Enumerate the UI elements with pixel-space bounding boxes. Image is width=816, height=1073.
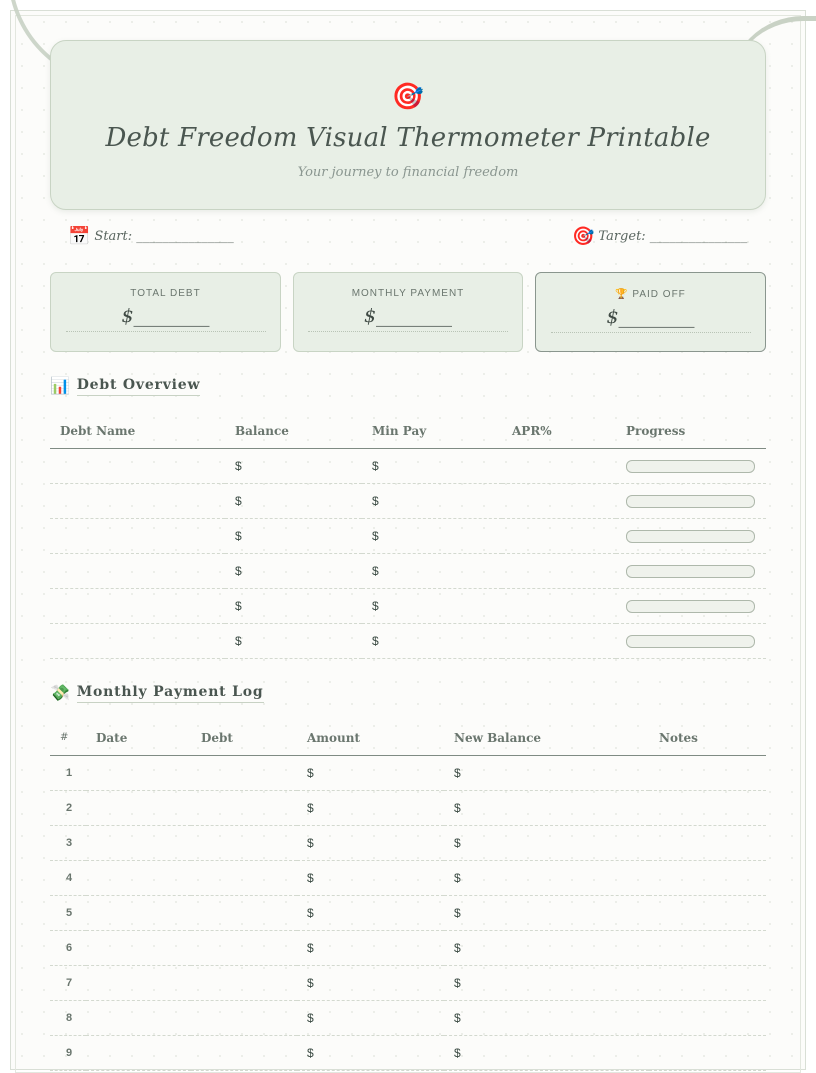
target-date-label: Target: _______________: [598, 229, 748, 244]
progress-cell: [616, 484, 766, 519]
progress-bar: [626, 495, 755, 508]
new-balance-cell[interactable]: $: [444, 791, 649, 826]
row-number: 6: [50, 931, 86, 966]
min-pay-cell[interactable]: $: [362, 449, 502, 484]
column-header: New Balance: [444, 720, 649, 756]
start-date-label: Start: _______________: [94, 229, 234, 244]
column-header: #: [50, 720, 86, 756]
table-row: [50, 519, 766, 554]
calendar-icon: 📅: [68, 226, 91, 247]
date-cell[interactable]: [86, 826, 191, 861]
amount-cell[interactable]: $: [297, 1001, 444, 1036]
row-number: 3: [50, 826, 86, 861]
header-card: [50, 40, 766, 210]
debt-cell[interactable]: [191, 896, 297, 931]
min-pay-cell[interactable]: $: [362, 589, 502, 624]
amount-cell[interactable]: $: [297, 826, 444, 861]
table-row: [50, 966, 766, 1001]
start-date-field[interactable]: [68, 226, 234, 247]
table-row: [50, 624, 766, 659]
row-number: 5: [50, 896, 86, 931]
debt-cell[interactable]: [191, 756, 297, 791]
date-cell[interactable]: [86, 931, 191, 966]
debt-name-cell[interactable]: [50, 589, 225, 624]
balance-cell[interactable]: $: [225, 624, 362, 659]
table-row: [50, 449, 766, 484]
debt-cell[interactable]: [191, 861, 297, 896]
amount-cell[interactable]: $: [297, 791, 444, 826]
column-header: Progress: [616, 413, 766, 449]
table-row: [50, 791, 766, 826]
amount-cell[interactable]: $: [297, 1036, 444, 1071]
notes-cell[interactable]: [649, 756, 766, 791]
min-pay-cell[interactable]: $: [362, 519, 502, 554]
balance-cell[interactable]: $: [225, 449, 362, 484]
debt-name-cell[interactable]: [50, 484, 225, 519]
paid-off-label-row: [536, 289, 765, 300]
min-pay-cell[interactable]: $: [362, 554, 502, 589]
apr-cell[interactable]: [502, 484, 616, 519]
date-cell[interactable]: [86, 756, 191, 791]
amount-cell[interactable]: $: [297, 931, 444, 966]
notes-cell[interactable]: [649, 966, 766, 1001]
total-debt-value[interactable]: $________: [66, 305, 266, 332]
table-row: [50, 861, 766, 896]
debt-cell[interactable]: [191, 1001, 297, 1036]
table-header-row: [50, 720, 766, 756]
progress-bar: [626, 460, 755, 473]
progress-bar: [626, 565, 755, 578]
progress-cell: [616, 589, 766, 624]
column-header: Debt: [191, 720, 297, 756]
new-balance-cell[interactable]: $: [444, 861, 649, 896]
amount-cell[interactable]: $: [297, 861, 444, 896]
row-number: 8: [50, 1001, 86, 1036]
notes-cell[interactable]: [649, 1001, 766, 1036]
target-date-field[interactable]: [572, 226, 747, 247]
date-cell[interactable]: [86, 896, 191, 931]
debt-cell[interactable]: [191, 1036, 297, 1071]
apr-cell[interactable]: [502, 449, 616, 484]
monthly-payment-card: [293, 272, 523, 352]
balance-cell[interactable]: $: [225, 519, 362, 554]
debt-cell[interactable]: [191, 791, 297, 826]
new-balance-cell[interactable]: $: [444, 826, 649, 861]
progress-cell: [616, 554, 766, 589]
new-balance-cell[interactable]: $: [444, 931, 649, 966]
debt-cell[interactable]: [191, 931, 297, 966]
monthly-payment-value[interactable]: $________: [308, 305, 508, 332]
payment-log-heading: [50, 683, 264, 702]
paid-off-card: [535, 272, 766, 352]
progress-cell: [616, 449, 766, 484]
progress-bar: [626, 635, 755, 648]
money-icon: 💸: [50, 683, 71, 702]
table-row: [50, 1001, 766, 1036]
date-cell[interactable]: [86, 966, 191, 1001]
apr-cell[interactable]: [502, 519, 616, 554]
target-icon: 🎯: [391, 81, 425, 111]
total-debt-label: TOTAL DEBT: [130, 288, 201, 299]
debt-cell[interactable]: [191, 826, 297, 861]
column-header: Balance: [225, 413, 362, 449]
date-cell[interactable]: [86, 1001, 191, 1036]
progress-cell: [616, 624, 766, 659]
row-number: 7: [50, 966, 86, 1001]
date-cell[interactable]: [86, 1036, 191, 1071]
row-number: 2: [50, 791, 86, 826]
table-row: [50, 826, 766, 861]
column-header: APR%: [502, 413, 616, 449]
payment-log-title: Monthly Payment Log: [77, 684, 264, 703]
notes-cell[interactable]: [649, 896, 766, 931]
notes-cell[interactable]: [649, 791, 766, 826]
chart-icon: 📊: [50, 376, 71, 395]
amount-cell[interactable]: $: [297, 966, 444, 1001]
monthly-payment-label: MONTHLY PAYMENT: [351, 288, 465, 299]
table-row: [50, 756, 766, 791]
debt-name-cell[interactable]: [50, 624, 225, 659]
row-number: 9: [50, 1036, 86, 1071]
amount-cell[interactable]: $: [297, 756, 444, 791]
new-balance-cell[interactable]: $: [444, 1001, 649, 1036]
min-pay-cell[interactable]: $: [362, 624, 502, 659]
progress-bar: [626, 530, 755, 543]
debt-name-cell[interactable]: [50, 554, 225, 589]
payment-log-table: [50, 720, 766, 1071]
notes-cell[interactable]: [649, 826, 766, 861]
page-title: Debt Freedom Visual Thermometer Printable: [105, 123, 711, 153]
debt-overview-title: Debt Overview: [77, 377, 201, 396]
table-header-row: [50, 413, 766, 449]
amount-cell[interactable]: $: [297, 896, 444, 931]
new-balance-cell[interactable]: $: [444, 896, 649, 931]
debt-cell[interactable]: [191, 966, 297, 1001]
column-header: Amount: [297, 720, 444, 756]
debt-overview-heading: [50, 376, 200, 395]
table-row: [50, 589, 766, 624]
table-row: [50, 1036, 766, 1071]
new-balance-cell[interactable]: $: [444, 966, 649, 1001]
progress-bar: [626, 600, 755, 613]
new-balance-cell[interactable]: $: [444, 1036, 649, 1071]
min-pay-cell[interactable]: $: [362, 484, 502, 519]
paid-off-value[interactable]: $________: [551, 306, 751, 333]
balance-cell[interactable]: $: [225, 589, 362, 624]
row-number: 4: [50, 861, 86, 896]
apr-cell[interactable]: [502, 589, 616, 624]
balance-cell[interactable]: $: [225, 484, 362, 519]
table-row: [50, 896, 766, 931]
notes-cell[interactable]: [649, 1036, 766, 1071]
column-header: Min Pay: [362, 413, 502, 449]
debt-name-cell[interactable]: [50, 449, 225, 484]
notes-cell[interactable]: [649, 861, 766, 896]
notes-cell[interactable]: [649, 931, 766, 966]
paid-off-label: PAID OFF: [632, 289, 686, 300]
new-balance-cell[interactable]: $: [444, 756, 649, 791]
apr-cell[interactable]: [502, 624, 616, 659]
column-header: Date: [86, 720, 191, 756]
total-debt-card: [50, 272, 281, 352]
balance-cell[interactable]: $: [225, 554, 362, 589]
column-header: Notes: [649, 720, 766, 756]
progress-cell: [616, 519, 766, 554]
column-header: Debt Name: [50, 413, 225, 449]
table-row: [50, 554, 766, 589]
date-cell[interactable]: [86, 791, 191, 826]
row-number: 1: [50, 756, 86, 791]
page-subtitle: Your journey to financial freedom: [297, 165, 519, 180]
date-cell[interactable]: [86, 861, 191, 896]
table-row: [50, 931, 766, 966]
debt-overview-table: [50, 413, 766, 659]
table-row: [50, 484, 766, 519]
trophy-icon: 🏆: [615, 289, 629, 300]
target-icon: 🎯: [572, 226, 595, 247]
debt-name-cell[interactable]: [50, 519, 225, 554]
apr-cell[interactable]: [502, 554, 616, 589]
